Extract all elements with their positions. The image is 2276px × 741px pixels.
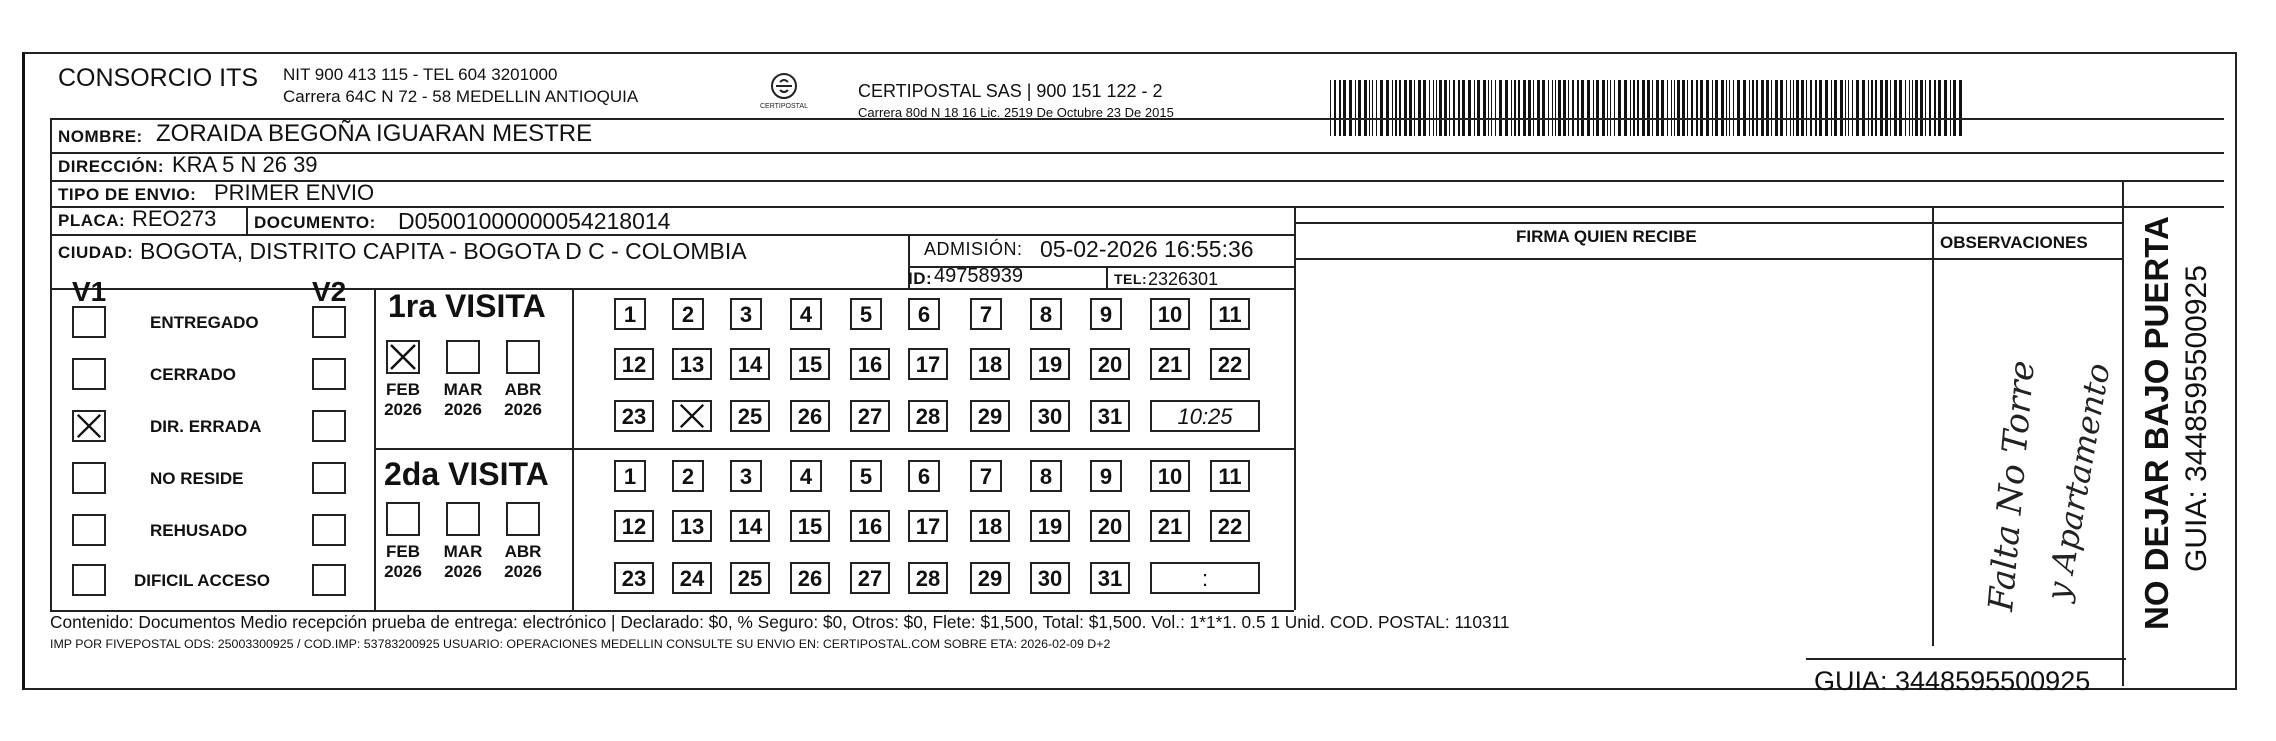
barcode-bar [1790, 80, 1791, 136]
status-v1-checkbox[interactable] [72, 358, 106, 390]
month-label: FEB 2026 [384, 380, 422, 419]
day-box-15[interactable]: 15 [790, 348, 830, 380]
barcode-bar [1483, 80, 1486, 136]
barcode-bar [1349, 80, 1352, 136]
day-box-17[interactable]: 17 [908, 348, 948, 380]
barcode-bar [1414, 80, 1415, 136]
barcode-bar [1806, 80, 1807, 136]
day-box-2[interactable]: 2 [672, 298, 704, 330]
contenido-line: Contenido: Documentos Medio recepción prueba de entrega: electrónico | Declarado: $0, % Seguro: $0, Otros: $0, Flete: $1,500, Total: $1,500. Vol.: 1*1*1. 0.5 1 Unid. COD. POSTAL: 110311 [50, 612, 1510, 632]
day-box-25[interactable]: 25 [730, 400, 770, 432]
barcode [1330, 80, 1966, 136]
day-box-24[interactable]: 24 [672, 562, 712, 594]
day-box-7[interactable]: 7 [970, 460, 1002, 492]
direccion-label: DIRECCIÓN: [58, 157, 165, 176]
barcode-bar [1752, 80, 1754, 136]
barcode-bar [1423, 80, 1426, 136]
month-checkbox[interactable] [506, 340, 540, 374]
barcode-bar [1871, 80, 1873, 136]
carrier-address: Carrera 80d N 18 16 Lic. 2519 De Octubre 23 De 2015 [858, 105, 1174, 120]
placa-value: REO273 [132, 206, 217, 231]
barcode-bar [1845, 80, 1846, 136]
day-box-22[interactable]: 22 [1210, 510, 1250, 542]
direccion-value: KRA 5 N 26 39 [172, 152, 318, 177]
day-box-28[interactable]: 28 [908, 400, 948, 432]
barcode-bar [1929, 80, 1931, 136]
barcode-bar [1915, 80, 1918, 136]
day-box-28[interactable]: 28 [908, 562, 948, 594]
barcode-bar [1848, 80, 1849, 136]
day-box-16[interactable]: 16 [850, 510, 890, 542]
barcode-bar [1775, 80, 1778, 136]
svg-text:Falta No Torre: Falta No Torre [1981, 358, 2043, 613]
barcode-bar [1514, 80, 1516, 136]
barcode-bar [1581, 80, 1584, 136]
barcode-bar [1572, 80, 1574, 136]
barcode-bar [1618, 80, 1621, 136]
ciudad-label: CIUDAD: [58, 243, 134, 262]
barcode-bar [1458, 80, 1460, 136]
barcode-bar [1542, 80, 1545, 136]
placa-label: PLACA: [58, 211, 126, 230]
barcode-bar [1474, 80, 1475, 136]
barcode-bar [1875, 80, 1877, 136]
nombre-value: ZORAIDA BEGOÑA IGUARAN MESTRE [156, 120, 593, 147]
barcode-bar [1661, 80, 1664, 136]
day-box-14[interactable]: 14 [730, 510, 770, 542]
barcode-bar [1953, 80, 1956, 136]
status-label: DIR. ERRADA [150, 417, 262, 436]
barcode-bar [1652, 80, 1653, 136]
day-box-21[interactable]: 21 [1150, 348, 1190, 380]
barcode-bar [1372, 80, 1373, 136]
day-box-25[interactable]: 25 [730, 562, 770, 594]
barcode-bar [1905, 80, 1906, 136]
barcode-bar [1453, 80, 1455, 136]
barcode-bar [1537, 80, 1540, 136]
nit-line: NIT 900 413 115 - TEL 604 3201000 [283, 65, 558, 84]
barcode-bar [1637, 80, 1639, 136]
v1-label: V1 [72, 276, 107, 307]
barcode-bar [1499, 80, 1502, 136]
barcode-bar [1369, 80, 1370, 136]
barcode-bar [1610, 80, 1611, 136]
barcode-bar [1831, 80, 1832, 136]
barcode-bar [1677, 80, 1680, 136]
imp-line: IMP POR FIVEPOSTAL ODS: 25003300925 / COD.IMP: 53783200925 USUARIO: OPERACIONES MEDELLIN CONSULTE SU ENVIO EN: CERTIPOSTAL.COM SOBRE ETA: 2026-02-09 D+2 [50, 637, 1111, 651]
ciudad-value: BOGOTA, DISTRITO CAPITA - BOGOTA D C - COLOMBIA [140, 238, 747, 264]
day-box-13[interactable]: 13 [672, 348, 712, 380]
barcode-bar [1687, 80, 1688, 136]
barcode-bar [1934, 80, 1936, 136]
day-box-20[interactable]: 20 [1090, 510, 1130, 542]
barcode-bar [1395, 80, 1397, 136]
status-v1-checkbox[interactable] [72, 514, 106, 546]
admision-label: ADMISIÓN: [924, 239, 1023, 259]
status-label: DIFICIL ACCESO [134, 571, 271, 590]
barcode-bar [1404, 80, 1407, 136]
barcode-bar [1756, 80, 1758, 136]
barcode-bar [1548, 80, 1549, 136]
tel-label: TEL: [1114, 271, 1148, 287]
barcode-bar [1399, 80, 1401, 136]
barcode-bar [1488, 80, 1489, 136]
barcode-bar [1364, 80, 1367, 136]
day-box-16[interactable]: 16 [850, 348, 890, 380]
month-label: ABR 2026 [504, 542, 542, 581]
barcode-bar [1444, 80, 1447, 136]
status-v2-checkbox[interactable] [312, 514, 346, 546]
barcode-bar [1920, 80, 1923, 136]
day-box-30[interactable]: 30 [1030, 400, 1070, 432]
barcode-bar [1418, 80, 1421, 136]
tipo-envio-label: TIPO DE ENVIO: [58, 185, 197, 204]
barcode-bar [1938, 80, 1941, 136]
barcode-bar [1602, 80, 1605, 136]
month-label: FEB 2026 [384, 542, 422, 581]
month-checkbox[interactable] [386, 502, 420, 536]
barcode-bar [1819, 80, 1822, 136]
barcode-bar [1491, 80, 1492, 136]
day-box-30[interactable]: 30 [1030, 562, 1070, 594]
barcode-bar [1633, 80, 1635, 136]
barcode-bar [1780, 80, 1783, 136]
barcode-bar [1671, 80, 1672, 136]
barcode-bar [1729, 80, 1730, 136]
day-box-20[interactable]: 20 [1090, 348, 1130, 380]
nombre-label: NOMBRE: [58, 127, 143, 146]
barcode-bar [1912, 80, 1913, 136]
tel-value: 2326301 [1148, 269, 1219, 289]
day-box-10[interactable]: 10 [1150, 460, 1190, 492]
day-box-13[interactable]: 13 [672, 510, 712, 542]
status-label: REHUSADO [150, 521, 248, 540]
svg-text:y Apartamento: y Apartamento [2038, 360, 2118, 604]
id-value: 49758939 [934, 265, 1023, 287]
barcode-bar [1733, 80, 1734, 136]
id-label: ID: [908, 269, 933, 288]
company-name: CONSORCIO ITS [58, 64, 259, 92]
barcode-bar [1786, 80, 1787, 136]
day-box-7[interactable]: 7 [970, 298, 1002, 330]
day-box-18[interactable]: 18 [970, 348, 1010, 380]
barcode-bar [1894, 80, 1897, 136]
month-checkbox[interactable] [386, 340, 420, 374]
day-box-1[interactable]: 1 [614, 460, 646, 492]
barcode-bar [1433, 80, 1434, 136]
status-v2-checkbox[interactable] [312, 358, 346, 390]
barcode-bar [1810, 80, 1812, 136]
day-box-4[interactable]: 4 [790, 460, 822, 492]
barcode-bar [1885, 80, 1888, 136]
barcode-bar [1856, 80, 1859, 136]
day-box-8[interactable]: 8 [1030, 460, 1062, 492]
company-address: Carrera 64C N 72 - 58 MEDELLIN ANTIOQUIA [283, 87, 639, 106]
observaciones-label: OBSERVACIONES [1940, 233, 2088, 252]
barcode-bar [1674, 80, 1675, 136]
status-v1-checkbox[interactable] [72, 306, 106, 338]
day-box-3[interactable]: 3 [730, 298, 762, 330]
day-box-21[interactable]: 21 [1150, 510, 1190, 542]
month-checkbox[interactable] [446, 340, 480, 374]
day-box-2[interactable]: 2 [672, 460, 704, 492]
barcode-bar [1647, 80, 1650, 136]
day-box-18[interactable]: 18 [970, 510, 1010, 542]
barcode-bar [1793, 80, 1794, 136]
barcode-bar [1899, 80, 1902, 136]
day-box-4[interactable]: 4 [790, 298, 822, 330]
day-box-14[interactable]: 14 [730, 348, 770, 380]
day-box-6[interactable]: 6 [908, 460, 940, 492]
day-box-12[interactable]: 12 [614, 348, 654, 380]
barcode-bar [1558, 80, 1561, 136]
barcode-bar [1386, 80, 1389, 136]
day-box-12[interactable]: 12 [614, 510, 654, 542]
barcode-bar [1334, 80, 1336, 136]
documento-value: D05001000000054218014 [398, 208, 671, 234]
barcode-bar [1959, 80, 1962, 136]
barcode-bar [1552, 80, 1553, 136]
day-box-8[interactable]: 8 [1030, 298, 1062, 330]
day-box-29[interactable]: 29 [970, 400, 1010, 432]
barcode-bar [1642, 80, 1645, 136]
barcode-bar [1568, 80, 1569, 136]
barcode-bar [1691, 80, 1693, 136]
day-box-22[interactable]: 22 [1210, 348, 1250, 380]
barcode-bar [1890, 80, 1891, 136]
day-box-1[interactable]: 1 [614, 298, 646, 330]
barcode-bar [1909, 80, 1910, 136]
barcode-bar [1880, 80, 1883, 136]
barcode-bar [1815, 80, 1817, 136]
barcode-bar [1392, 80, 1393, 136]
day-box-11[interactable]: 11 [1210, 460, 1250, 492]
side-warning [2126, 190, 2216, 640]
barcode-bar [1712, 80, 1713, 136]
barcode-bar [1840, 80, 1843, 136]
barcode-bar [1801, 80, 1804, 136]
visit-1-title: 1ra VISITA [388, 288, 546, 324]
day-box-27[interactable]: 27 [850, 400, 890, 432]
day-box-24[interactable] [672, 400, 712, 432]
barcode-bar [1944, 80, 1947, 136]
barcode-bar [1761, 80, 1764, 136]
status-label: NO RESIDE [150, 469, 244, 488]
tipo-envio-value: PRIMER ENVIO [214, 180, 375, 205]
barcode-bar [1624, 80, 1627, 136]
v2-label: V2 [312, 276, 347, 307]
day-box-26[interactable]: 26 [790, 562, 830, 594]
barcode-bar [1376, 80, 1377, 136]
barcode-bar [1630, 80, 1631, 136]
month-label: ABR 2026 [504, 380, 542, 419]
month-label: MAR 2026 [443, 542, 483, 581]
barcode-bar [1925, 80, 1926, 136]
day-box-6[interactable]: 6 [908, 298, 940, 330]
barcode-bar [1700, 80, 1703, 136]
documento-label: DOCUMENTO: [254, 213, 376, 232]
barcode-bar [1950, 80, 1951, 136]
barcode-bar [1495, 80, 1496, 136]
barcode-bar [1766, 80, 1769, 136]
status-label: ENTREGADO [150, 313, 259, 332]
barcode-bar [1330, 80, 1331, 136]
barcode-bar [1682, 80, 1685, 136]
barcode-bar [1477, 80, 1480, 136]
svg-text:NO DEJAR BAJO PUERTA: NO DEJAR BAJO PUERTA [2138, 216, 2175, 630]
barcode-bar [1834, 80, 1837, 136]
status-v2-checkbox[interactable] [312, 410, 346, 442]
day-box-5[interactable]: 5 [850, 460, 882, 492]
barcode-bar [1429, 80, 1430, 136]
footer-guia: GUIA: 3448595500925 [1814, 666, 2091, 696]
day-box-23[interactable]: 23 [614, 562, 654, 594]
barcode-bar [1339, 80, 1341, 136]
barcode-bar [1439, 80, 1442, 136]
barcode-bar [1706, 80, 1709, 136]
barcode-bar [1380, 80, 1383, 136]
day-box-17[interactable]: 17 [908, 510, 948, 542]
barcode-bar [1721, 80, 1724, 136]
day-box-19[interactable]: 19 [1030, 348, 1070, 380]
barcode-bar [1577, 80, 1579, 136]
status-label: CERRADO [150, 365, 236, 384]
month-checkbox[interactable] [506, 502, 540, 536]
barcode-bar [1656, 80, 1659, 136]
day-box-5[interactable]: 5 [850, 298, 882, 330]
day-box-9[interactable]: 9 [1090, 460, 1122, 492]
status-v2-checkbox[interactable] [312, 306, 346, 338]
barcode-bar [1749, 80, 1750, 136]
visit-time-box[interactable]: : [1150, 562, 1260, 594]
barcode-bar [1726, 80, 1727, 136]
svg-text:GUIA: 3448595500925: GUIA: 3448595500925 [2180, 265, 2213, 572]
day-box-31[interactable]: 31 [1090, 400, 1130, 432]
day-box-29[interactable]: 29 [970, 562, 1010, 594]
barcode-bar [1596, 80, 1599, 136]
status-v1-checkbox[interactable] [72, 462, 106, 494]
barcode-bar [1533, 80, 1534, 136]
day-box-3[interactable]: 3 [730, 460, 762, 492]
barcode-bar [1355, 80, 1356, 136]
day-box-26[interactable]: 26 [790, 400, 830, 432]
barcode-bar [1449, 80, 1450, 136]
day-box-15[interactable]: 15 [790, 510, 830, 542]
barcode-bar [1852, 80, 1853, 136]
observaciones-handwriting [1942, 262, 2118, 642]
barcode-bar [1715, 80, 1718, 136]
day-box-27[interactable]: 27 [850, 562, 890, 594]
barcode-bar [1505, 80, 1508, 136]
admision-value: 05-02-2026 16:55:36 [1040, 236, 1254, 262]
barcode-bar [1468, 80, 1471, 136]
barcode-bar [1436, 80, 1437, 136]
barcode-bar [1696, 80, 1698, 136]
barcode-bar [1862, 80, 1865, 136]
status-v2-checkbox[interactable] [312, 564, 346, 596]
barcode-bar [1614, 80, 1615, 136]
day-box-10[interactable]: 10 [1150, 298, 1190, 330]
svg-text:CERTIPOSTAL: CERTIPOSTAL [760, 103, 808, 110]
month-label: MAR 2026 [443, 380, 483, 419]
barcode-bar [1409, 80, 1412, 136]
visit-2-title: 2da VISITA [384, 456, 549, 492]
barcode-bar [1796, 80, 1799, 136]
barcode-bar [1771, 80, 1772, 136]
barcode-bar [1518, 80, 1520, 136]
barcode-bar [1462, 80, 1465, 136]
certipostal-logo [752, 70, 816, 120]
day-box-9[interactable]: 9 [1090, 298, 1122, 330]
barcode-bar [1555, 80, 1556, 136]
barcode-bar [1743, 80, 1746, 136]
barcode-bar [1737, 80, 1740, 136]
barcode-bar [1587, 80, 1590, 136]
day-box-31[interactable]: 31 [1090, 562, 1130, 594]
status-v1-checkbox[interactable] [72, 410, 106, 442]
barcode-bar [1868, 80, 1869, 136]
barcode-bar [1358, 80, 1361, 136]
barcode-bar [1523, 80, 1526, 136]
firma-label: FIRMA QUIEN RECIBE [1516, 227, 1697, 246]
day-box-23[interactable]: 23 [614, 400, 654, 432]
status-v1-checkbox[interactable] [72, 564, 106, 596]
visit-time-box[interactable]: 10:25 [1150, 400, 1260, 432]
barcode-bar [1607, 80, 1608, 136]
barcode-bar [1563, 80, 1566, 136]
month-checkbox[interactable] [446, 502, 480, 536]
barcode-bar [1593, 80, 1594, 136]
carrier-name: CERTIPOSTAL SAS | 900 151 122 - 2 [858, 81, 1163, 101]
barcode-bar [1825, 80, 1828, 136]
barcode-bar [1667, 80, 1668, 136]
day-box-11[interactable]: 11 [1210, 298, 1250, 330]
day-box-19[interactable]: 19 [1030, 510, 1070, 542]
status-v2-checkbox[interactable] [312, 462, 346, 494]
barcode-bar [1511, 80, 1512, 136]
barcode-bar [1343, 80, 1346, 136]
barcode-bar [1528, 80, 1531, 136]
